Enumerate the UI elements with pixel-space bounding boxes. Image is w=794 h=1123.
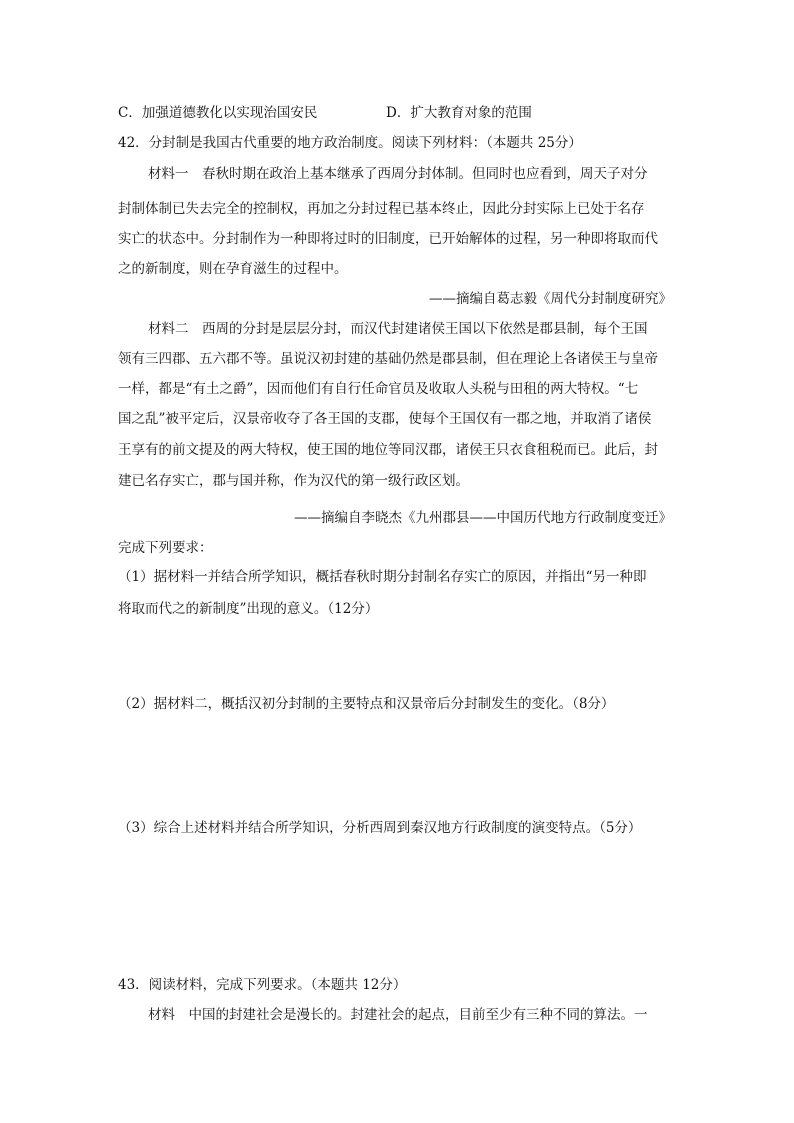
material-2-line-4: 国之乱”被平定后，汉景帝收夺了各王国的支郡，使每个王国仅有一郡之地，并取消了诸侯 xyxy=(118,411,652,427)
material-1-line-1: 材料一 春秋时期在政治上基本继承了西周分封体制。但同时也应看到，周天子对分 xyxy=(148,166,648,182)
question-43-material: 材料 中国的封建社会是漫长的。封建社会的起点，目前至少有三种不同的算法。一 xyxy=(148,1007,648,1023)
option-c: C．加强道德教化以实现治国安民 xyxy=(118,105,318,121)
sub-question-1-line-1: （1）据材料一并结合所学知识，概括春秋时期分封制名存实亡的原因，并指出“另一种即 xyxy=(118,569,647,585)
material-2-line-2: 领有三四郡、五六郡不等。虽说汉初封建的基础仍然是郡县制，但在理论上各诸侯王与皇帝 xyxy=(118,351,658,367)
sub-question-1-line-2: 将取而代之的新制度”出现的意义。（12分） xyxy=(118,601,379,617)
sub-question-3: （3）综合上述材料并结合所学知识，分析西周到秦汉地方行政制度的演变特点。（5分） xyxy=(118,820,642,836)
material-1-line-4: 之的新制度，则在孕育滋生的过程中。 xyxy=(118,261,348,277)
question-43-stem: 43．阅读材料，完成下列要求。（本题共 12分） xyxy=(118,977,407,993)
material-1-line-2: 封制体制已失去完全的控制权，再加之分封过程已基本终止，因此分封实际上已处于名存 xyxy=(118,201,645,217)
material-1-line-3: 实亡的状态中。分封制作为一种即将过时的旧制度，已开始解体的过程，另一种即将取而代 xyxy=(118,231,658,247)
material-2-line-1: 材料二 西周的分封是层层分封，而汉代封建诸侯王国以下依然是郡县制，每个王国 xyxy=(148,321,648,337)
question-42-stem: 42．分封制是我国古代重要的地方政治制度。阅读下列材料：（本题共 25分） xyxy=(118,135,582,151)
material-2-line-5: 王享有的前文提及的两大特权，使王国的地位等同汉郡，诸侯王只衣食租税而已。此后，封 xyxy=(118,442,658,458)
material-2-line-3: 一样，都是“有土之爵”，因而他们有自行任命官员及收取人头税与田租的两大特权。“七 xyxy=(118,381,639,397)
material-2-source: ——摘编自李晓杰《九州郡县——中国历代地方行政制度变迁》 xyxy=(294,510,672,526)
sub-question-2: （2）据材料二，概括汉初分封制的主要特点和汉景帝后分封制发生的变化。（8分） xyxy=(118,696,615,712)
material-2-line-6: 建已名存实亡，郡与国并称，作为汉代的第一级行政区划。 xyxy=(118,473,469,489)
requirement-heading: 完成下列要求： xyxy=(118,540,213,556)
material-1-source: ——摘编自葛志毅《周代分封制度研究》 xyxy=(429,291,672,307)
option-d: D．扩大教育对象的范围 xyxy=(386,105,532,121)
